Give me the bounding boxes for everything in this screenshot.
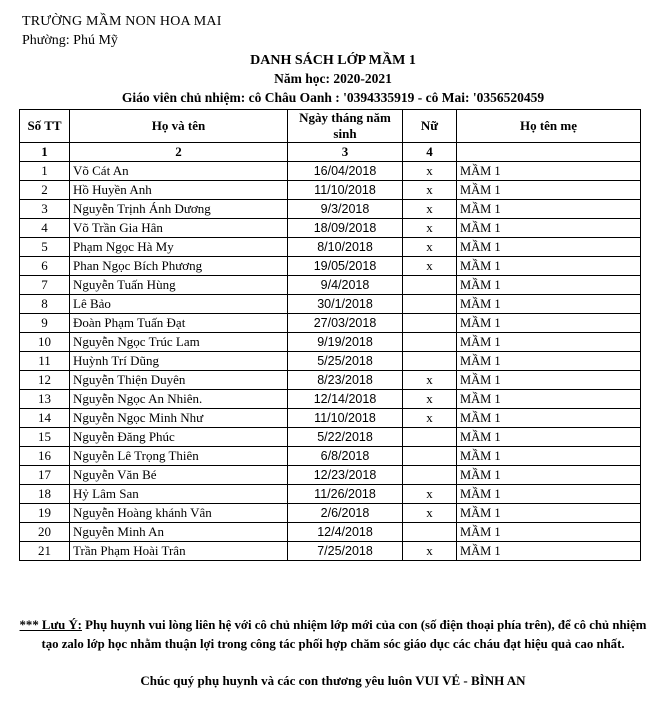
row-dob: 16/04/2018	[288, 162, 403, 181]
row-female: x	[403, 162, 457, 181]
row-female: x	[403, 200, 457, 219]
row-name: Nguyễn Đăng Phúc	[70, 428, 288, 447]
row-female: x	[403, 181, 457, 200]
row-dob: 11/10/2018	[288, 409, 403, 428]
homeroom-teacher: Giáo viên chủ nhiệm: cô Châu Oanh : '0394335919 - cô Mai: '0356520459	[121, 90, 545, 105]
table-row	[20, 504, 641, 523]
row-female	[403, 523, 457, 542]
row-name: Nguyễn Ngọc Minh Như	[70, 409, 288, 428]
row-female	[403, 352, 457, 371]
row-class: MẦM 1	[457, 447, 641, 466]
row-dob: 18/09/2018	[288, 219, 403, 238]
row-female: x	[403, 485, 457, 504]
school-name: TRƯỜNG MẦM NON HOA MAI	[22, 14, 222, 29]
row-stt: 3	[20, 200, 70, 219]
table-row	[20, 257, 641, 276]
row-dob: 8/10/2018	[288, 238, 403, 257]
table-row	[20, 333, 641, 352]
table-row	[20, 219, 641, 238]
row-stt: 15	[20, 428, 70, 447]
table-row	[20, 371, 641, 390]
column-header-name: Họ và tên	[70, 110, 288, 143]
row-dob: 12/14/2018	[288, 390, 403, 409]
row-stt: 8	[20, 295, 70, 314]
row-female	[403, 428, 457, 447]
row-name: Nguyễn Minh An	[70, 523, 288, 542]
class-list-table	[19, 109, 641, 561]
row-class: MẦM 1	[457, 181, 641, 200]
table-row	[20, 523, 641, 542]
row-female: x	[403, 371, 457, 390]
row-dob: 8/23/2018	[288, 371, 403, 390]
table-row	[20, 238, 641, 257]
row-name: Huỳnh Trí Dũng	[70, 352, 288, 371]
row-dob: 5/22/2018	[288, 428, 403, 447]
table-row	[20, 200, 641, 219]
row-name: Nguyễn Ngọc Trúc Lam	[70, 333, 288, 352]
row-class: MẦM 1	[457, 276, 641, 295]
row-stt: 19	[20, 504, 70, 523]
table-row	[20, 428, 641, 447]
note-text: Phụ huynh vui lòng liên hệ với cô chủ nhiệm lớp mới của con (số điện thoại phía trên), để cô chủ nhiệm tạo zalo lớp học nhằm thuận lợi trong công tác phối hợp chăm sóc giáo dục các cháu đạt hiệu quả cao nhất.	[41, 618, 647, 651]
table-row	[20, 276, 641, 295]
row-stt: 12	[20, 371, 70, 390]
row-name: Nguyễn Văn Bé	[70, 466, 288, 485]
row-name: Nguyễn Hoàng khánh Vân	[70, 504, 288, 523]
row-female: x	[403, 542, 457, 561]
row-female: x	[403, 257, 457, 276]
row-name: Trần Phạm Hoài Trân	[70, 542, 288, 561]
row-stt: 16	[20, 447, 70, 466]
row-dob: 19/05/2018	[288, 257, 403, 276]
row-class: MẦM 1	[457, 219, 641, 238]
row-class: MẦM 1	[457, 371, 641, 390]
row-stt: 14	[20, 409, 70, 428]
school-year: Năm học: 2020-2021	[274, 71, 392, 86]
row-stt: 7	[20, 276, 70, 295]
row-stt: 6	[20, 257, 70, 276]
table-row	[20, 542, 641, 561]
row-class: MẦM 1	[457, 504, 641, 523]
row-female: x	[403, 219, 457, 238]
row-class: MẦM 1	[457, 409, 641, 428]
row-stt: 18	[20, 485, 70, 504]
row-class: MẦM 1	[457, 352, 641, 371]
row-name: Phan Ngọc Bích Phương	[70, 257, 288, 276]
row-name: Nguyễn Thiện Duyên	[70, 371, 288, 390]
row-dob: 12/23/2018	[288, 466, 403, 485]
row-class: MẦM 1	[457, 314, 641, 333]
column-number-row	[20, 143, 641, 162]
row-class: MẦM 1	[457, 542, 641, 561]
column-header-female: Nữ	[403, 110, 457, 143]
column-number	[457, 143, 641, 162]
row-class: MẦM 1	[457, 485, 641, 504]
row-class: MẦM 1	[457, 523, 641, 542]
row-stt: 13	[20, 390, 70, 409]
table-row	[20, 447, 641, 466]
table-row	[20, 466, 641, 485]
row-female: x	[403, 390, 457, 409]
row-female	[403, 466, 457, 485]
row-name: Hồ Huyền Anh	[70, 181, 288, 200]
row-dob: 11/10/2018	[288, 181, 403, 200]
row-female	[403, 314, 457, 333]
table-row	[20, 352, 641, 371]
row-female: x	[403, 409, 457, 428]
row-name: Phạm Ngọc Hà My	[70, 238, 288, 257]
column-header-parent: Họ tên mẹ	[457, 110, 641, 143]
row-stt: 1	[20, 162, 70, 181]
table-row	[20, 485, 641, 504]
row-name: Lê Bảo	[70, 295, 288, 314]
row-dob: 2/6/2018	[288, 504, 403, 523]
row-stt: 9	[20, 314, 70, 333]
row-dob: 30/1/2018	[288, 295, 403, 314]
row-name: Đoàn Phạm Tuấn Đạt	[70, 314, 288, 333]
row-dob: 12/4/2018	[288, 523, 403, 542]
row-dob: 7/25/2018	[288, 542, 403, 561]
row-female	[403, 333, 457, 352]
row-dob: 9/4/2018	[288, 276, 403, 295]
row-name: Nguyễn Trịnh Ánh Dương	[70, 200, 288, 219]
row-stt: 2	[20, 181, 70, 200]
column-number: 2	[70, 143, 288, 162]
row-name: Nguyễn Tuấn Hùng	[70, 276, 288, 295]
row-class: MẦM 1	[457, 162, 641, 181]
column-header-stt: Số TT	[20, 110, 70, 143]
note-paragraph	[18, 616, 648, 654]
table-header-row	[20, 110, 641, 143]
row-dob: 9/3/2018	[288, 200, 403, 219]
table-row	[20, 314, 641, 333]
column-header-dob: Ngày tháng năm sinh	[288, 110, 403, 143]
ward-name: Phường: Phú Mỹ	[22, 33, 118, 48]
row-stt: 17	[20, 466, 70, 485]
row-class: MẦM 1	[457, 200, 641, 219]
row-class: MẦM 1	[457, 257, 641, 276]
row-stt: 21	[20, 542, 70, 561]
row-female	[403, 295, 457, 314]
row-class: MẦM 1	[457, 238, 641, 257]
column-number: 1	[20, 143, 70, 162]
row-female: x	[403, 504, 457, 523]
row-name: Võ Trần Gia Hân	[70, 219, 288, 238]
column-number: 3	[288, 143, 403, 162]
row-stt: 5	[20, 238, 70, 257]
row-dob: 6/8/2018	[288, 447, 403, 466]
note-label: *** Lưu Ý:	[19, 618, 82, 632]
closing-message: Chúc quý phụ huynh và các con thương yêu luôn VUI VẺ - BÌNH AN	[140, 673, 526, 688]
row-female: x	[403, 238, 457, 257]
row-dob: 27/03/2018	[288, 314, 403, 333]
row-stt: 10	[20, 333, 70, 352]
row-female	[403, 447, 457, 466]
row-name: Võ Cát An	[70, 162, 288, 181]
column-number: 4	[403, 143, 457, 162]
row-class: MẦM 1	[457, 295, 641, 314]
document-title: DANH SÁCH LỚP MẦM 1	[250, 53, 416, 68]
row-stt: 20	[20, 523, 70, 542]
row-name: Nguyễn Lê Trọng Thiên	[70, 447, 288, 466]
table-row	[20, 181, 641, 200]
row-dob: 5/25/2018	[288, 352, 403, 371]
row-class: MẦM 1	[457, 333, 641, 352]
row-dob: 9/19/2018	[288, 333, 403, 352]
table-row	[20, 295, 641, 314]
row-female	[403, 276, 457, 295]
row-dob: 11/26/2018	[288, 485, 403, 504]
row-class: MẦM 1	[457, 390, 641, 409]
row-name: Hỷ Lâm San	[70, 485, 288, 504]
table-row	[20, 409, 641, 428]
row-class: MẦM 1	[457, 466, 641, 485]
row-class: MẦM 1	[457, 428, 641, 447]
row-stt: 4	[20, 219, 70, 238]
table-row	[20, 162, 641, 181]
row-stt: 11	[20, 352, 70, 371]
table-row	[20, 390, 641, 409]
row-name: Nguyễn Ngọc An Nhiên.	[70, 390, 288, 409]
